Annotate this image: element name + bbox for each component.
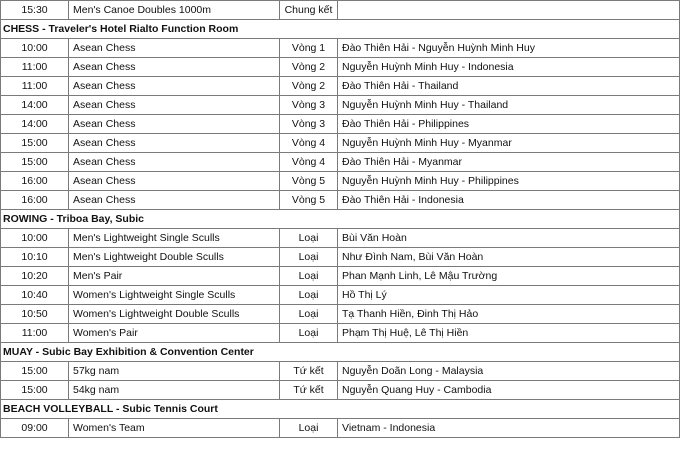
section-header-row [1,210,680,229]
round-cell: Chung kết [280,1,338,20]
athletes-cell: Nguyễn Doãn Long - Malaysia [338,362,680,381]
table-row [1,58,680,77]
table-row [1,1,680,20]
table-row [1,362,680,381]
section-header-row [1,400,680,419]
table-row [1,115,680,134]
event-cell: Asean Chess [69,77,280,96]
table-row [1,419,680,438]
athletes-cell: Bùi Văn Hoàn [338,229,680,248]
table-row [1,267,680,286]
round-cell: Loại [280,305,338,324]
section-title: BEACH VOLLEYBALL - Subic Tennis Court [1,400,680,419]
table-row [1,134,680,153]
athletes-cell: Hồ Thị Lý [338,286,680,305]
time-cell: 10:50 [1,305,69,324]
athletes-cell: Nguyễn Huỳnh Minh Huy - Indonesia [338,58,680,77]
event-cell: Women's Team [69,419,280,438]
table-row [1,96,680,115]
round-cell: Loại [280,324,338,343]
round-cell: Loại [280,229,338,248]
schedule-body [1,1,680,438]
event-cell: 57kg nam [69,362,280,381]
round-cell: Vòng 2 [280,77,338,96]
athletes-cell: Nguyễn Huỳnh Minh Huy - Thailand [338,96,680,115]
round-cell: Tứ kết [280,362,338,381]
time-cell: 15:30 [1,1,69,20]
section-title: ROWING - Triboa Bay, Subic [1,210,680,229]
event-cell: 54kg nam [69,381,280,400]
round-cell: Vòng 1 [280,39,338,58]
athletes-cell: Đào Thiên Hải - Thailand [338,77,680,96]
round-cell: Loại [280,248,338,267]
time-cell: 15:00 [1,134,69,153]
round-cell: Vòng 3 [280,115,338,134]
athletes-cell: Phan Mạnh Linh, Lê Mậu Trường [338,267,680,286]
time-cell: 09:00 [1,419,69,438]
event-cell: Asean Chess [69,96,280,115]
round-cell: Vòng 4 [280,134,338,153]
athletes-cell: Đào Thiên Hải - Myanmar [338,153,680,172]
round-cell: Vòng 4 [280,153,338,172]
time-cell: 15:00 [1,381,69,400]
event-cell: Asean Chess [69,191,280,210]
time-cell: 11:00 [1,77,69,96]
event-cell: Asean Chess [69,134,280,153]
time-cell: 10:00 [1,229,69,248]
table-row [1,286,680,305]
time-cell: 11:00 [1,324,69,343]
time-cell: 10:10 [1,248,69,267]
event-cell: Asean Chess [69,153,280,172]
round-cell: Loại [280,267,338,286]
table-row [1,191,680,210]
round-cell: Tứ kết [280,381,338,400]
section-title: CHESS - Traveler's Hotel Rialto Function Room [1,20,680,39]
time-cell: 15:00 [1,362,69,381]
section-header-row [1,20,680,39]
table-row [1,324,680,343]
section-title: MUAY - Subic Bay Exhibition & Convention Center [1,343,680,362]
time-cell: 14:00 [1,115,69,134]
round-cell: Loại [280,286,338,305]
table-row [1,39,680,58]
table-row [1,248,680,267]
section-header-row [1,343,680,362]
athletes-cell: Đào Thiên Hải - Philippines [338,115,680,134]
time-cell: 10:40 [1,286,69,305]
event-cell: Men's Pair [69,267,280,286]
athletes-cell: Nguyễn Quang Huy - Cambodia [338,381,680,400]
event-cell: Asean Chess [69,39,280,58]
table-row [1,305,680,324]
athletes-cell: Đào Thiên Hải - Indonesia [338,191,680,210]
event-cell: Men's Canoe Doubles 1000m [69,1,280,20]
athletes-cell: Tạ Thanh Hiền, Đinh Thị Hảo [338,305,680,324]
round-cell: Vòng 3 [280,96,338,115]
round-cell: Loại [280,419,338,438]
table-row [1,381,680,400]
round-cell: Vòng 5 [280,172,338,191]
athletes-cell: Như Đình Nam, Bùi Văn Hoàn [338,248,680,267]
time-cell: 16:00 [1,172,69,191]
table-row [1,229,680,248]
event-cell: Women's Lightweight Single Sculls [69,286,280,305]
time-cell: 11:00 [1,58,69,77]
table-row [1,172,680,191]
event-cell: Asean Chess [69,172,280,191]
round-cell: Vòng 2 [280,58,338,77]
round-cell: Vòng 5 [280,191,338,210]
event-cell: Asean Chess [69,58,280,77]
athletes-cell [338,1,680,20]
athletes-cell: Nguyễn Huỳnh Minh Huy - Myanmar [338,134,680,153]
event-cell: Women's Lightweight Double Sculls [69,305,280,324]
table-row [1,153,680,172]
event-cell: Asean Chess [69,115,280,134]
time-cell: 16:00 [1,191,69,210]
time-cell: 14:00 [1,96,69,115]
athletes-cell: Vietnam - Indonesia [338,419,680,438]
time-cell: 15:00 [1,153,69,172]
event-cell: Women's Pair [69,324,280,343]
time-cell: 10:20 [1,267,69,286]
event-cell: Men's Lightweight Double Sculls [69,248,280,267]
athletes-cell: Phạm Thị Huệ, Lê Thị Hiền [338,324,680,343]
table-row [1,77,680,96]
time-cell: 10:00 [1,39,69,58]
athletes-cell: Đào Thiên Hải - Nguyễn Huỳnh Minh Huy [338,39,680,58]
event-cell: Men's Lightweight Single Sculls [69,229,280,248]
athletes-cell: Nguyễn Huỳnh Minh Huy - Philippines [338,172,680,191]
